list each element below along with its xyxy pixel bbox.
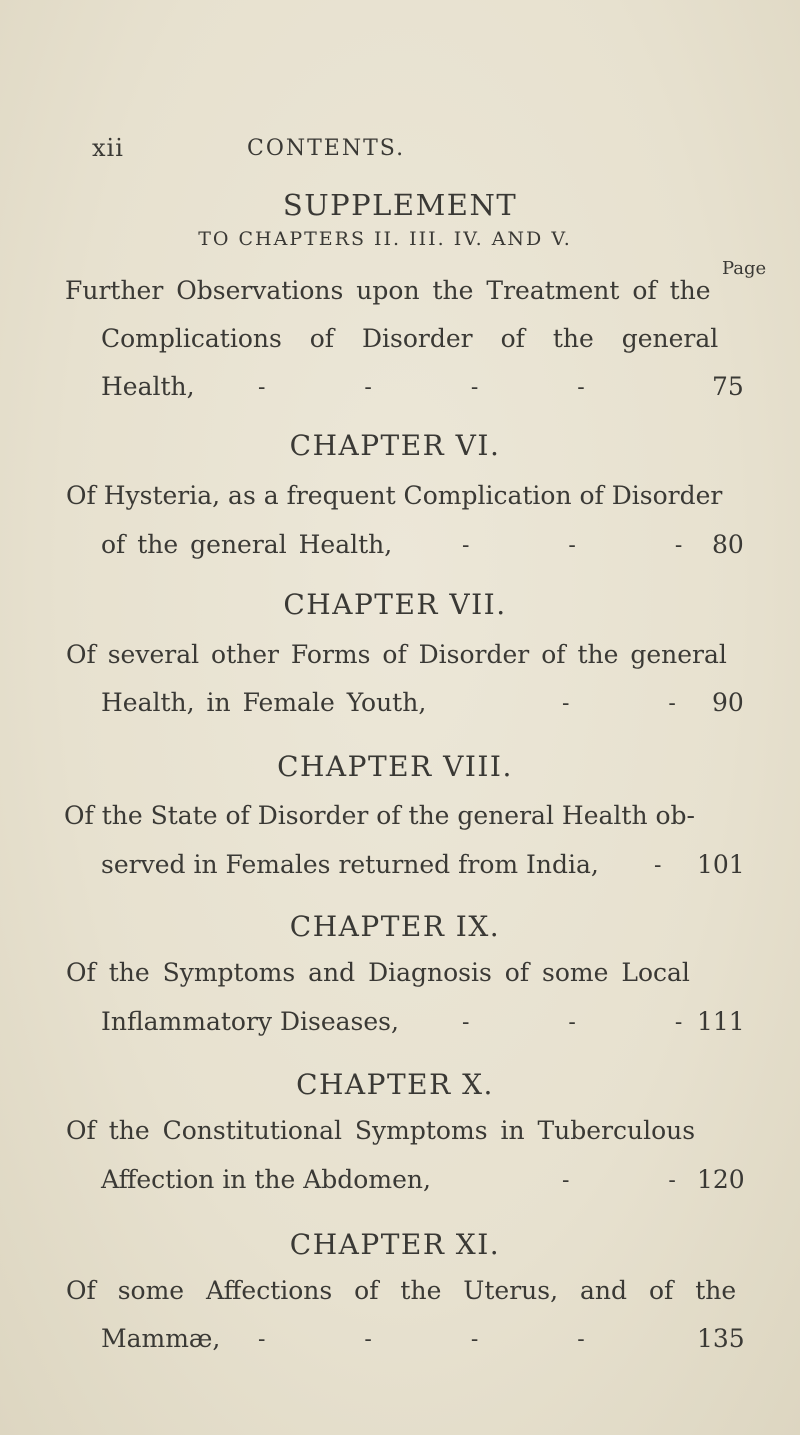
page-column-label: Page — [722, 258, 767, 279]
entry-page-number: 75 — [712, 372, 744, 401]
entry-page-number: 80 — [712, 530, 744, 559]
page-number-roman: xii — [92, 134, 124, 162]
entry-line: Of the State of Disorder of the general Health ob- — [64, 801, 695, 830]
entry-line: Inflammatory Diseases, — [101, 1007, 399, 1036]
entry-line: Complications of Disorder of the general — [101, 324, 719, 353]
entry-line: Mammæ, — [101, 1324, 221, 1353]
chapter-heading: CHAPTER VI. — [289, 429, 501, 462]
entry-line: Of the Symptoms and Diagnosis of some Local — [66, 958, 690, 987]
dot-leaders: - - - - — [258, 375, 585, 400]
entry-line: Of several other Forms of Disorder of the general — [66, 640, 727, 669]
entry-page-number: 120 — [697, 1165, 745, 1194]
entry-page-number: 101 — [697, 850, 745, 879]
entry-line: Of Hysteria, as a frequent Complication of Disorder — [66, 481, 723, 510]
entry-line: served in Females returned from India, — [101, 850, 599, 879]
supplement-subtitle: TO CHAPTERS II. III. IV. AND V. — [198, 228, 572, 250]
dot-leaders: - - — [562, 691, 676, 716]
chapter-heading: CHAPTER VIII. — [277, 750, 513, 783]
entry-line: Health, in Female Youth, — [101, 688, 427, 717]
dot-leaders: - - - — [462, 533, 683, 558]
entry-page-number: 135 — [697, 1324, 745, 1353]
supplement-title: SUPPLEMENT — [282, 188, 518, 222]
dot-leaders: - - - — [462, 1010, 683, 1035]
chapter-heading: CHAPTER IX. — [289, 910, 501, 943]
entry-line: Of some Affections of the Uterus, and of the — [66, 1276, 737, 1305]
chapter-heading: CHAPTER X. — [296, 1068, 494, 1101]
entry-page-number: 111 — [697, 1007, 745, 1036]
entry-line: Of the Constitutional Symptoms in Tuberculous — [66, 1116, 696, 1145]
entry-line: of the general Health, — [101, 530, 393, 559]
entry-line: Further Observations upon the Treatment of the — [65, 276, 711, 305]
dot-leaders: - — [654, 853, 662, 878]
entry-line: Affection in the Abdomen, — [101, 1165, 431, 1194]
chapter-heading: CHAPTER XI. — [289, 1228, 501, 1261]
chapter-heading: CHAPTER VII. — [283, 588, 507, 621]
dot-leaders: - - — [562, 1168, 676, 1193]
dot-leaders: - - - - — [258, 1327, 585, 1352]
entry-page-number: 90 — [712, 688, 744, 717]
entry-line: Health, — [101, 372, 195, 401]
running-head-title: CONTENTS. — [247, 136, 406, 161]
